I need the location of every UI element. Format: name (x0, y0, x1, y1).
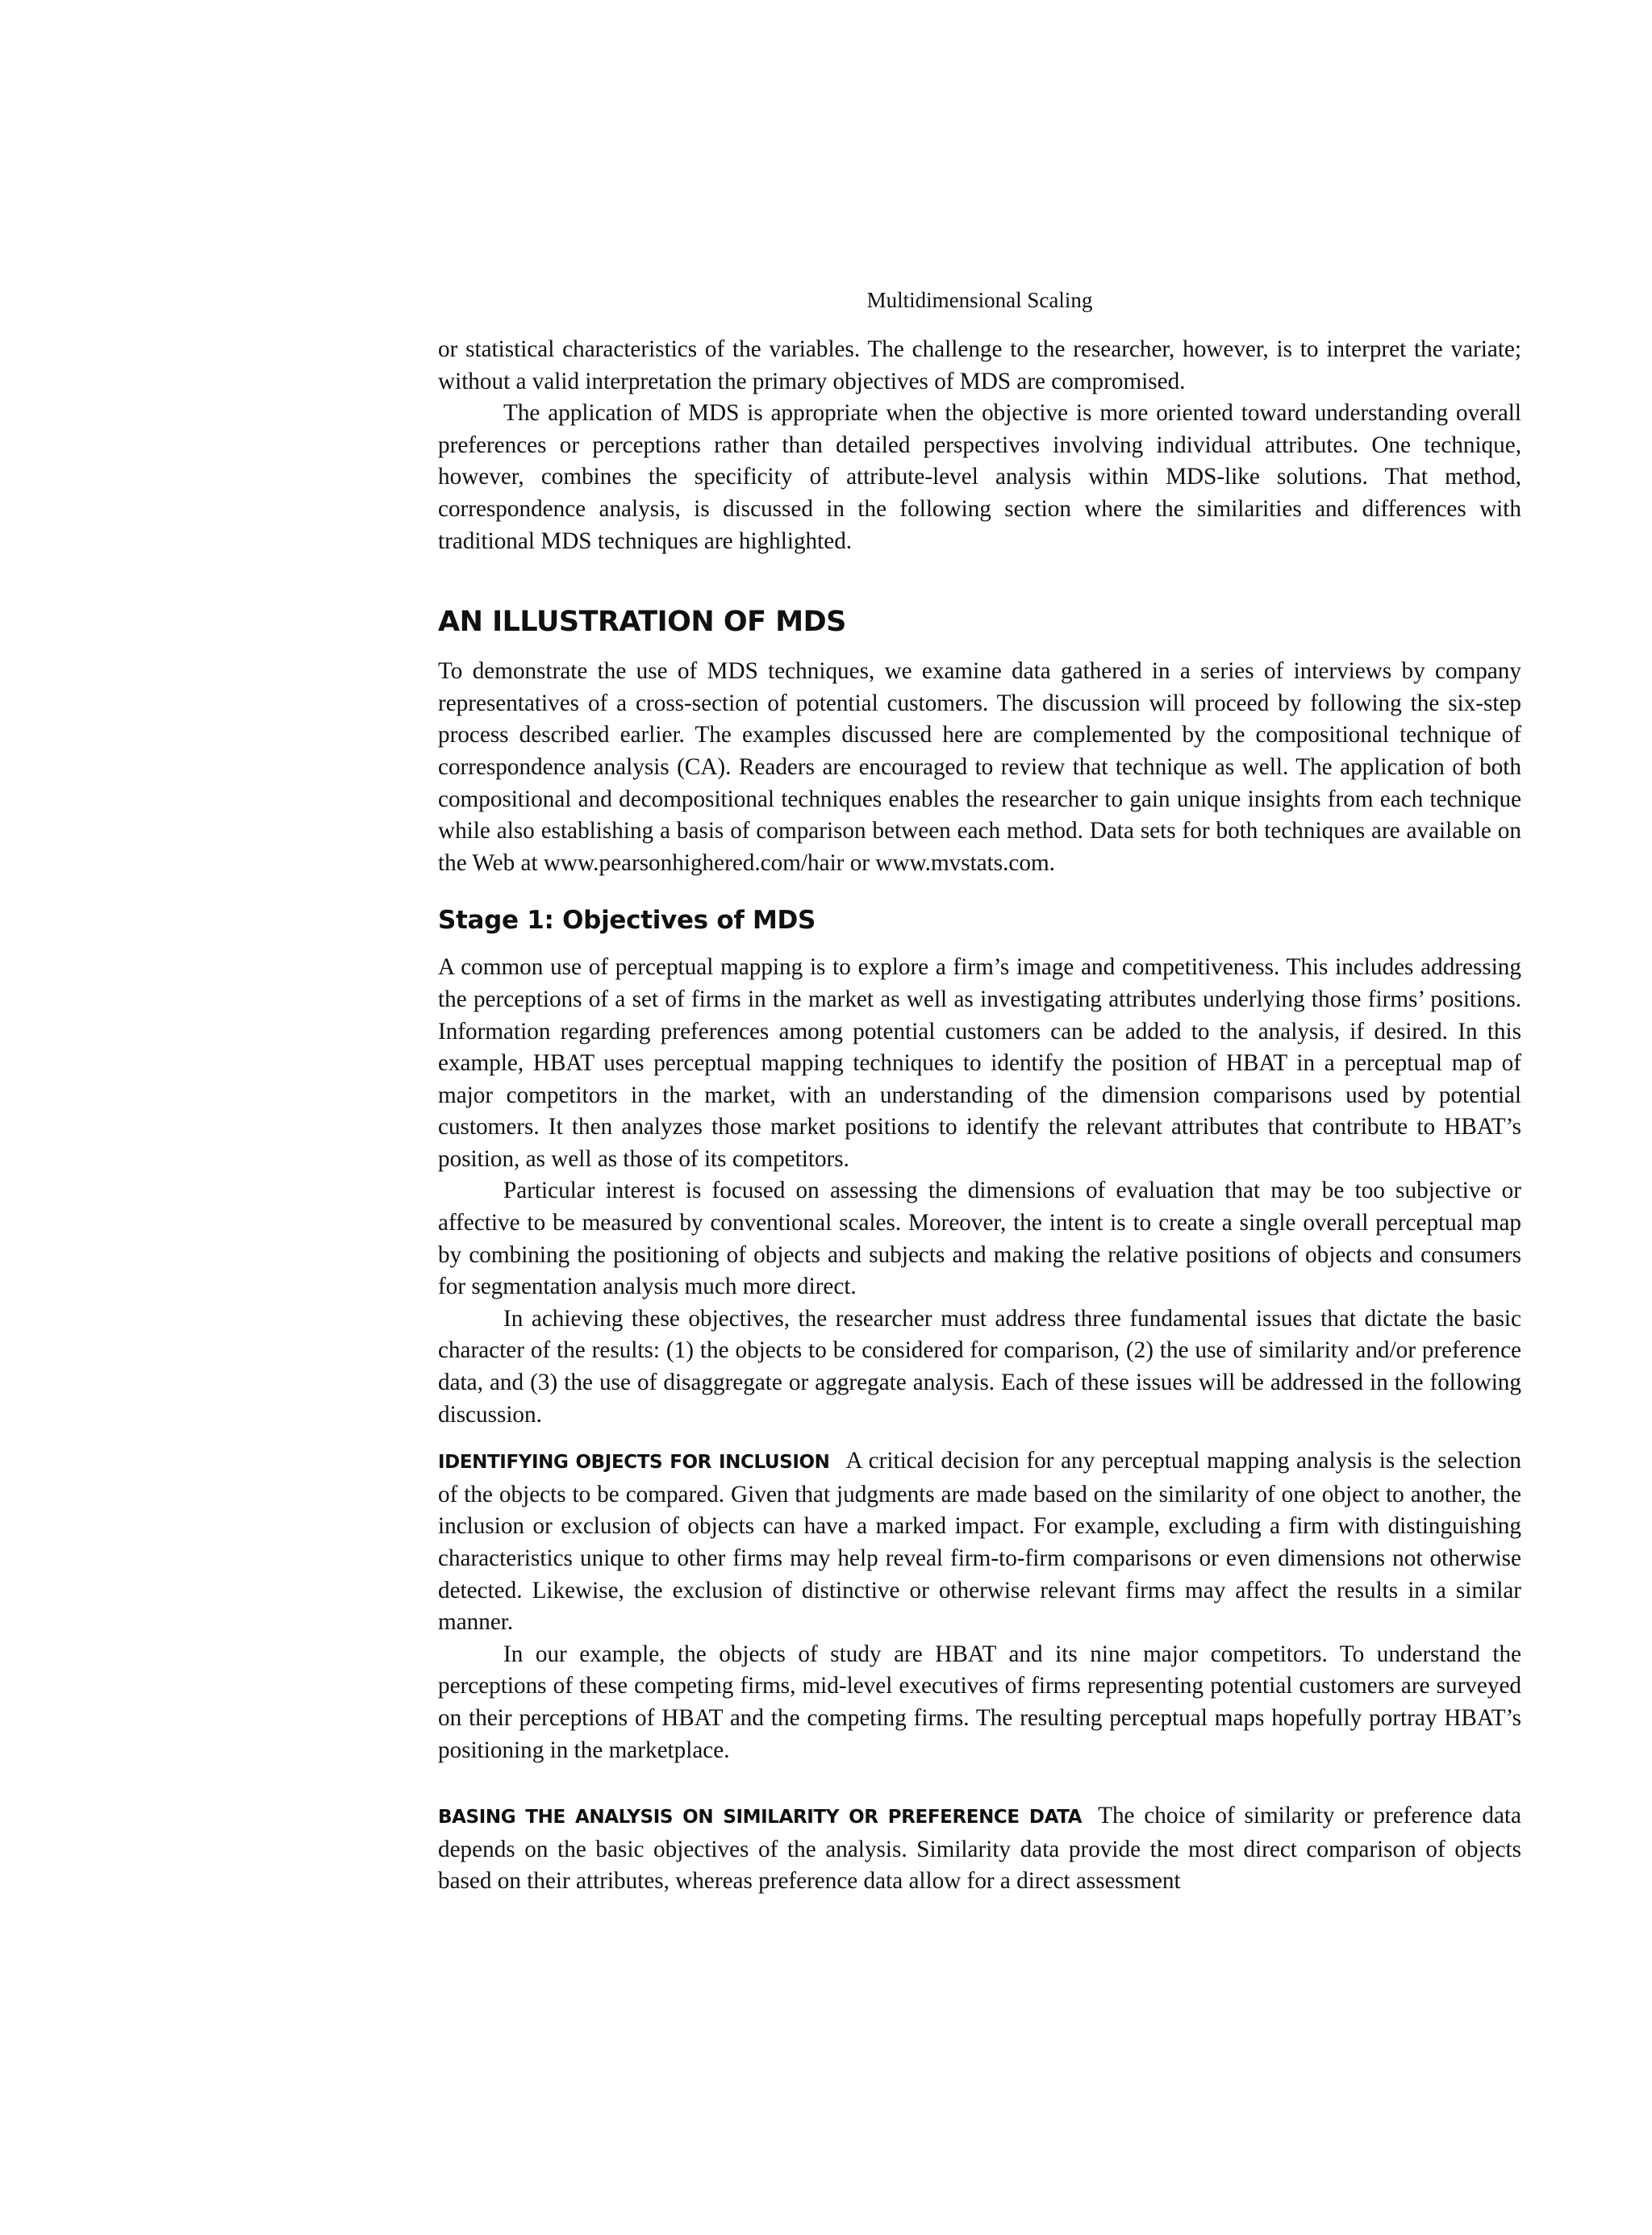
subsection-heading: Stage 1: Objectives of MDS (438, 906, 816, 936)
basing-paragraph (438, 1800, 1521, 1898)
section-heading: AN ILLUSTRATION OF MDS (438, 606, 846, 639)
stage1-paragraph-2: Particular interest is focused on assessing the dimensions of evaluation that may be too subjective or affective to be measured by conventional scales. Moreover, the intent is to create a single overall perceptual map by combining the positioning of objects and subjects and making the relative positions of objects and consumers for segmentation analysis much more direct. (438, 1178, 1521, 1300)
running-head: Multidimensional Scaling (866, 288, 1093, 312)
identifying-paragraph-1 (438, 1445, 1521, 1639)
stage1-paragraph-1: A common use of perceptual mapping is to explore a firm’s image and competitiveness. This includes addressing the perceptions of a set of firms in the market as well as investigating attributes underlying those firms’ positions. Information regarding preferences among potential customers can be added to the analysis, if desired. In this example, HBAT uses perceptual mapping techniques to identify the position of HBAT in a perceptual map of major competitors in the market, with an understanding of the dimension comparisons used by potential customers. It then analyzes those market positions to identify the relevant attributes that contribute to HBAT’s position, as well as those of its competitors. (438, 954, 1521, 1172)
intro-paragraph-2: The application of MDS is appropriate when the objective is more oriented toward understanding overall preferences or perceptions rather than detailed perspectives involving individual attributes. One technique, however, combines the specificity of attribute-level analysis within MDS-like solutions. That method, correspondence analysis, is discussed in the following section where the similarities and differences with traditional MDS techniques are highlighted. (438, 400, 1521, 554)
intro-paragraph-1: or statistical characteristics of the variables. The challenge to the researcher, however, is to interpret the variate; without a valid interpretation the primary objectives of MDS are compromised. (438, 336, 1521, 394)
basing-runin-heading: BASING THE ANALYSIS ON SIMILARITY OR PREFERENCE DATA (438, 1807, 1083, 1828)
illustration-paragraph: To demonstrate the use of MDS techniques, we examine data gathered in a series of interviews by company representatives of a cross-section of potential customers. The discussion will proceed by following the six-step process described earlier. The examples discussed here are complemented by the compositional technique of correspondence analysis (CA). Readers are encouraged to review that technique as well. The application of both compositional and decompositional techniques enables the researcher to gain unique insights from each technique while also establishing a basis of comparison between each method. Data sets for both techniques are available on the Web at www.pearsonhighered.com/hair or www.mvstats.com. (438, 658, 1521, 876)
identifying-runin-heading: IDENTIFYING OBJECTS FOR INCLUSION (438, 1452, 830, 1474)
identifying-paragraph-1-text: A critical decision for any perceptual mapping analysis is the selection of the objects to be compared. Given that judgments are made based on the similarity of one object to another, the inclusion or exclusion of objects can have a marked impact. For example, excluding a firm with distinguishing characteristics unique to other firms may help reveal firm-to-firm comparisons or even dimensions not otherwise detected. Likewise, the exclusion of distinctive or otherwise relevant firms may affect the results in a similar manner. (438, 1448, 1521, 1636)
identifying-paragraph-2: In our example, the objects of study are HBAT and its nine major competitors. To understand the perceptions of these competing firms, mid-level executives of firms representing potential customers are surveyed on their perceptions of HBAT and the competing firms. The resulting perceptual maps hopefully portray HBAT’s positioning in the marketplace. (438, 1641, 1521, 1763)
basing-paragraph-text: The choice of similarity or preference data depends on the basic objectives of the analysis. Similarity data provide the most direct comparison of objects based on their attributes, whereas preference data allow for a direct assessment (438, 1803, 1521, 1895)
stage1-paragraph-3: In achieving these objectives, the researcher must address three fundamental issues that dictate the basic character of the results: (1) the objects to be considered for comparison, (2) the use of similarity and/or preference data, and (3) the use of disaggregate or aggregate analysis. Each of these issues will be addressed in the following discussion. (438, 1305, 1521, 1428)
page (438, 284, 1521, 1898)
